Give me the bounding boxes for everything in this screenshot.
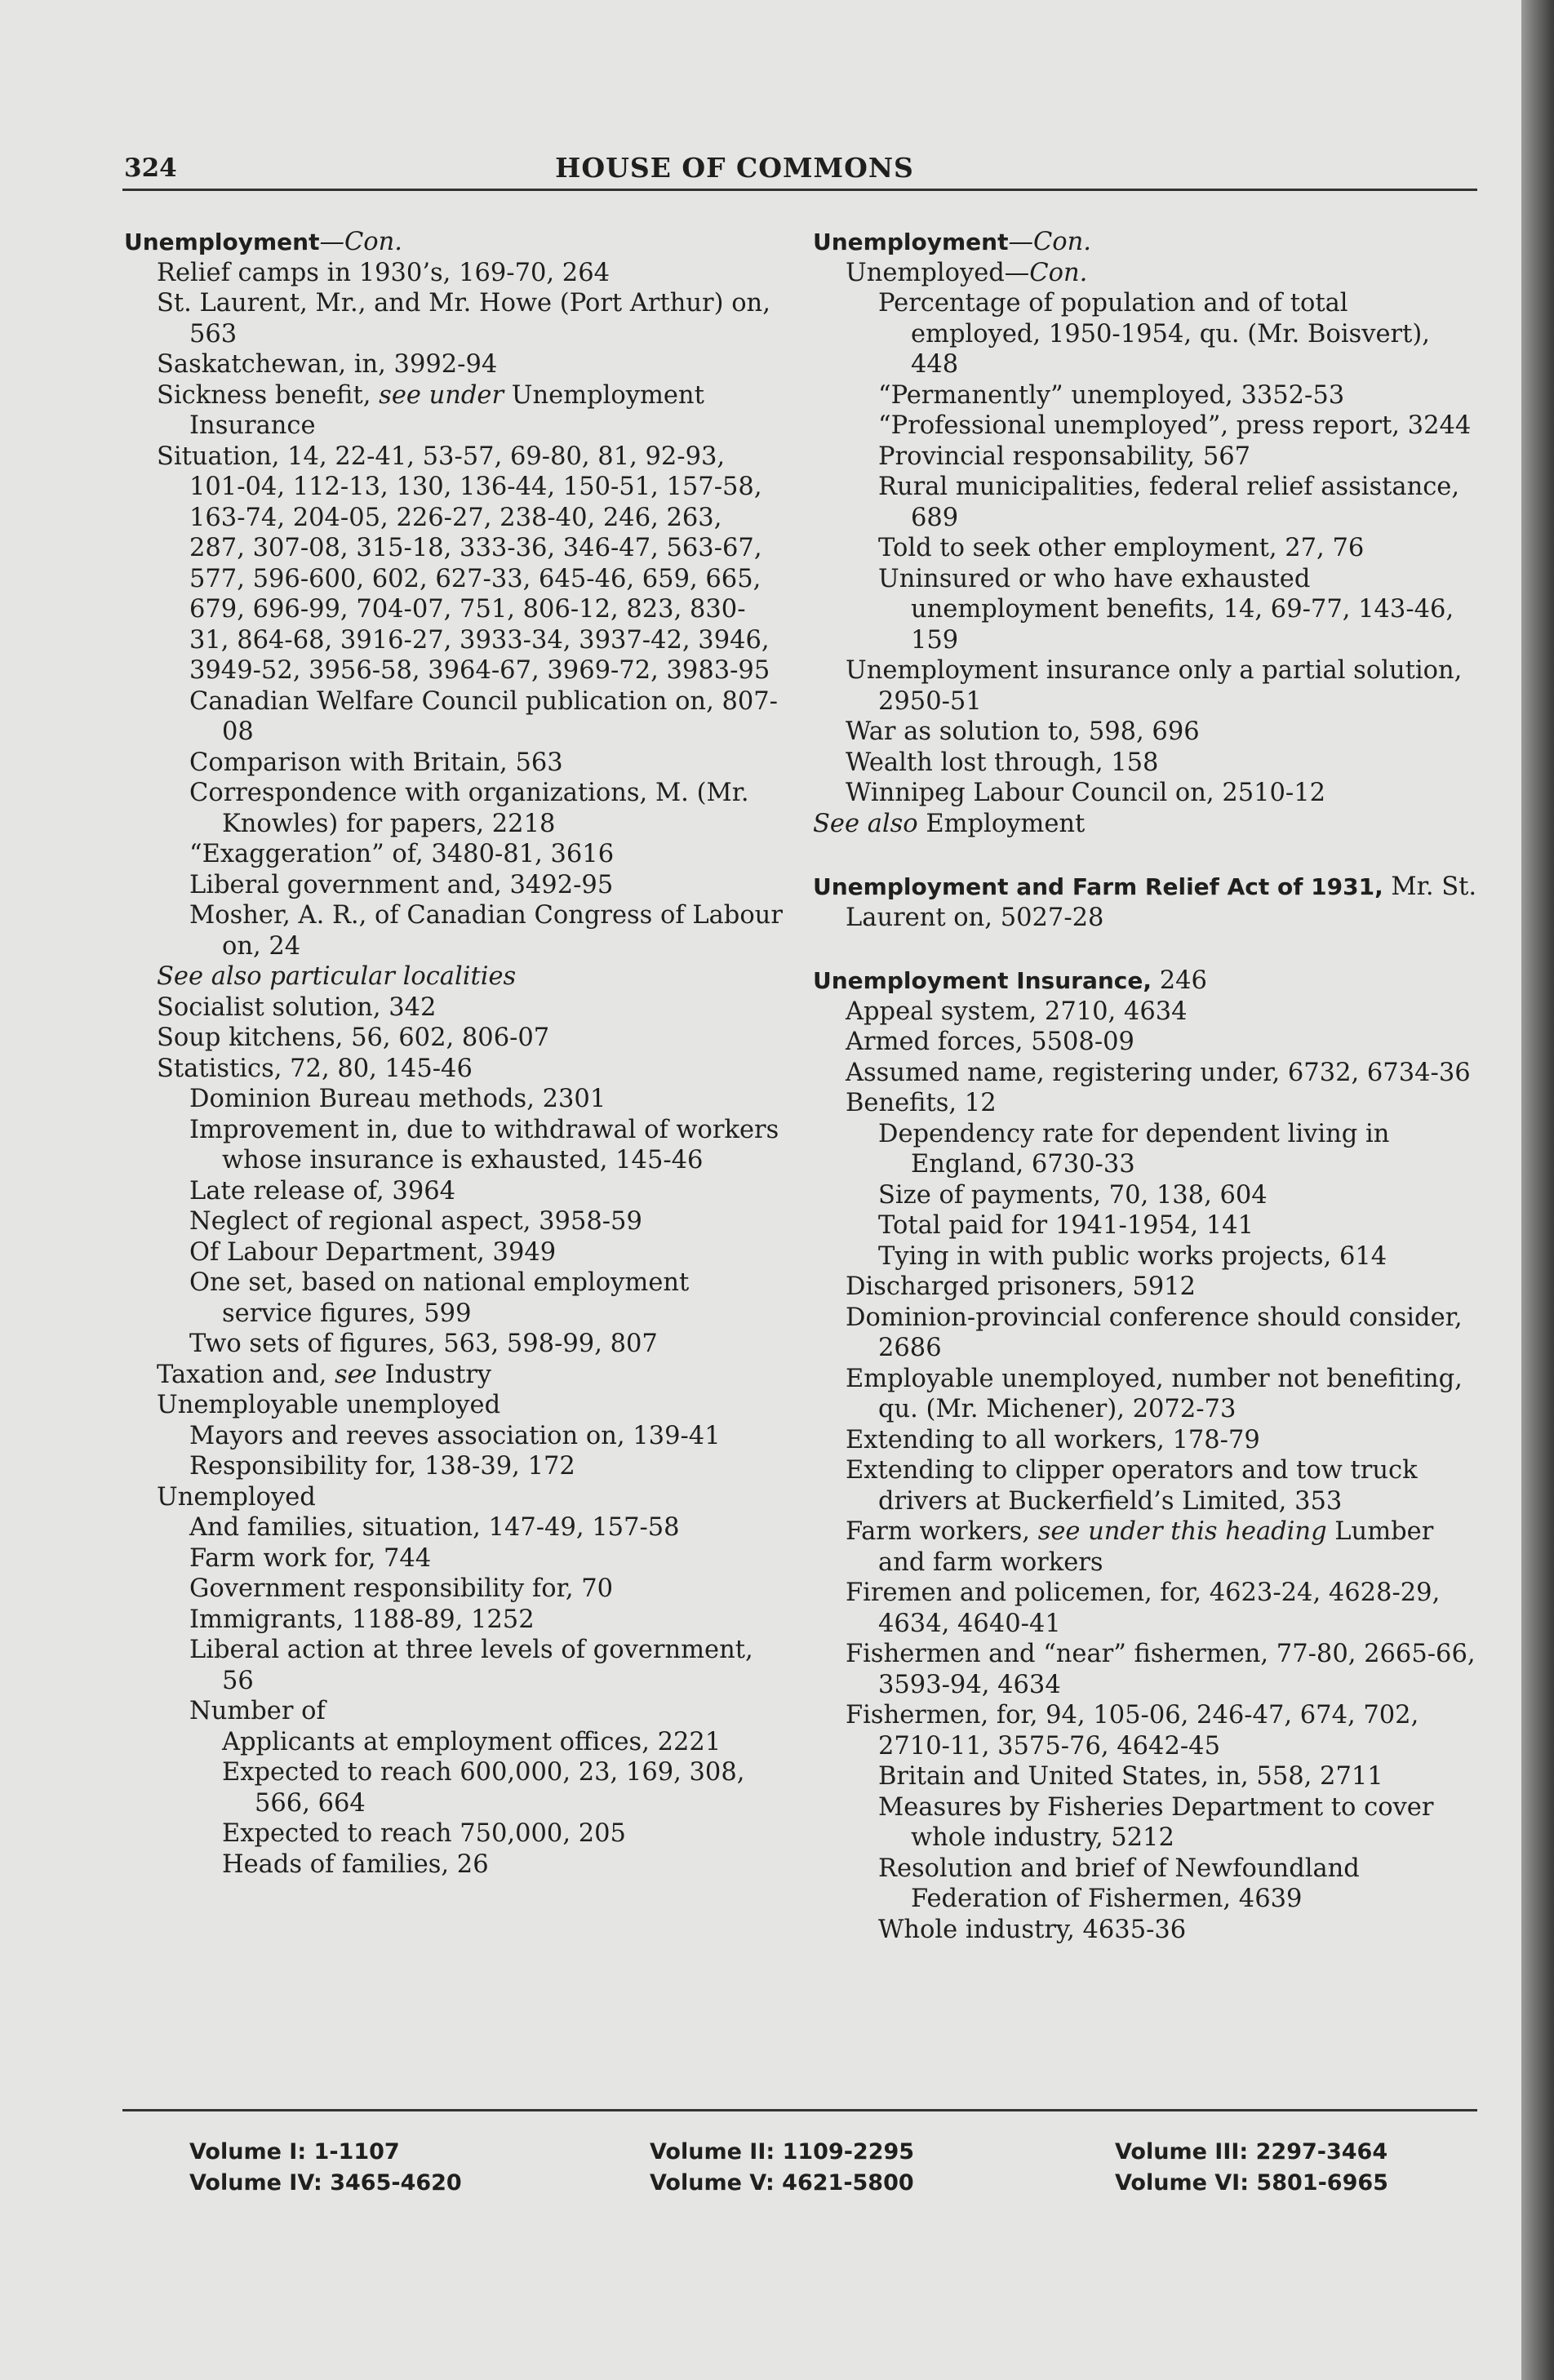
entry-text: Sickness benefit, [157,380,380,410]
entry-text: Unemployment [813,229,1009,255]
index-heading [124,227,784,258]
footer-volume: Volume V: 4621-5800 [650,2170,914,2196]
entry-text: Unemployment Insurance [189,380,704,440]
index-heading [813,966,1482,997]
entry-text: Dependency rate for dependent living in England, 6730-33 [878,1119,1390,1179]
entry-text: Measures by Fisheries Department to cover whole industry, 5212 [878,1792,1434,1852]
index-entry [878,564,1482,656]
index-entry [189,1696,784,1727]
entry-text: Total paid for 1941-1954, 141 [878,1211,1254,1240]
index-entry [878,472,1482,533]
entry-text: See also [813,809,918,838]
entry-text: And families, situation, 147-49, 157-58 [189,1513,680,1542]
index-entry [189,1574,784,1605]
footer-volumes-1 [189,2137,462,2199]
entry-text: Employment [917,809,1086,838]
entry-text: Resolution and brief of Newfoundland Federation of Fishermen, 4639 [878,1854,1360,1913]
entry-text: Dominion-provincial conference should consider, 2686 [846,1303,1463,1362]
entry-text: Wealth lost through, 158 [846,748,1159,777]
footer-volume: Volume IV: 3465-4620 [189,2170,462,2196]
index-entry [222,1727,784,1758]
page-edge-shadow [1521,0,1554,2380]
index-entry [878,1241,1482,1272]
index-entry [157,1390,784,1421]
entry-text: Whole industry, 4635-36 [878,1915,1187,1944]
index-entry [189,1084,784,1115]
entry-text: Relief camps in 1930’s, 169-70, 264 [157,258,610,287]
footer-volumes-2 [650,2137,914,2199]
entry-text: Britain and United States, in, 558, 2711 [878,1762,1383,1791]
index-entry [846,1455,1482,1516]
index-entry [157,1054,784,1085]
entry-text: Mr. St. Laurent on, 5027-28 [846,873,1477,932]
index-entry [189,1451,784,1482]
entry-text: Heads of families, 26 [222,1849,489,1879]
footer-rule [122,2109,1477,2111]
index-entry [222,1757,784,1818]
index-entry [157,258,784,289]
entry-text: Appeal system, 2710, 4634 [846,997,1188,1026]
index-entry [846,1088,1482,1119]
index-entry [222,1849,784,1880]
header-rule [122,189,1477,191]
index-entry [189,1605,784,1636]
index-column-right [813,227,1482,1945]
index-entry [878,533,1482,564]
index-entry [846,1639,1482,1700]
entry-text: Unemployed— [846,258,1030,287]
index-entry [878,1761,1482,1792]
index-entry [189,778,784,839]
index-entry [878,442,1482,473]
index-entry [157,380,784,442]
entry-text: Mosher, A. R., of Canadian Congress of Labour on, 24 [189,901,783,961]
entry-text: Assumed name, registering under, 6732, 6734-36 [846,1058,1471,1087]
index-entry [846,655,1482,717]
entry-text: Unemployment insurance only a partial solution, 2950-51 [846,656,1463,716]
entry-text: Discharged prisoners, 5912 [846,1272,1196,1301]
entry-text: Responsibility for, 138-39, 172 [189,1452,575,1481]
index-entry [846,1364,1482,1425]
entry-text: Percentage of population and of total employed, 1950-1954, qu. (Mr. Boisvert), 448 [878,289,1430,379]
index-entry [878,411,1482,442]
index-entry [846,778,1482,809]
index-entry [189,1635,784,1696]
index-entry [846,1027,1482,1058]
entry-text: Fishermen, for, 94, 105-06, 246-47, 674, 702, 2710-11, 3575-76, 4642-45 [846,1701,1419,1761]
index-entry [189,1329,784,1360]
entry-text: Immigrants, 1188-89, 1252 [189,1605,535,1634]
entry-text: Liberal government and, 3492-95 [189,870,614,899]
entry-text: Situation, 14, 22-41, 53-57, 69-80, 81, 92-93, 101-04, 112-13, 130, 136-44, 150-51, 157-58, 163-74, 204-05, 226-27, 238-40, 246, 263, 287, 307-08, 315-18, 333-36, 346-47, 563-67, 577, 596-600, 602, 627-33, 645-46, 659, 665, 679, 696-99, 704-07, 751, 806-12, 823, 830-31, 864-68, 3916-27, 3933-34, 3937-42, 3946, 3949-52, 3956-58, 3964-67, 3969-72, 3983-95 [157,442,770,685]
entry-text: Unemployment [124,229,320,255]
page-number: 324 [124,153,177,183]
entry-text: Employable unemployed, number not benefiting, qu. (Mr. Michener), 2072-73 [846,1364,1463,1423]
entry-text: Taxation and, [157,1360,335,1389]
entry-text: Dominion Bureau methods, 2301 [189,1085,606,1113]
entry-text: Fishermen and “near” fishermen, 77-80, 2665-66, 3593-94, 4634 [846,1640,1476,1699]
index-entry [878,1854,1482,1915]
index-entry [878,1180,1482,1211]
entry-text: One set, based on national employment service figures, 599 [189,1268,690,1328]
index-entry [189,1421,784,1452]
index-entry [878,1119,1482,1180]
entry-text: Farm workers, [846,1517,1038,1546]
entry-text: Government responsibility for, 70 [189,1574,614,1603]
entry-text: Expected to reach 600,000, 23, 169, 308, 566, 664 [222,1758,745,1818]
footer-volumes-3 [1115,2137,1388,2199]
index-entry [846,997,1482,1028]
index-entry [878,1915,1482,1946]
entry-text: St. Laurent, Mr., and Mr. Howe (Port Arthur) on, 563 [157,289,770,349]
index-entry [846,1272,1482,1303]
entry-text: Of Labour Department, 3949 [189,1237,557,1267]
entry-text: Number of [189,1697,326,1725]
entry-text: Canadian Welfare Council publication on, 807-08 [189,686,778,746]
index-entry [157,288,784,349]
entry-text: Firemen and policemen, for, 4623-24, 4628-29, 4634, 4640-41 [846,1579,1441,1638]
index-heading [813,872,1482,933]
entry-text: Industry [376,1360,492,1389]
index-entry [157,349,784,380]
entry-text: see under [379,380,504,410]
index-entry [189,1206,784,1237]
index-entry [157,1360,784,1391]
entry-text: Farm work for, 744 [189,1543,432,1573]
index-entry [189,1268,784,1329]
entry-text: Late release of, 3964 [189,1176,456,1206]
entry-text: Improvement in, due to withdrawal of workers whose insurance is exhausted, 145-46 [189,1115,779,1174]
entry-text: Soup kitchens, 56, 602, 806-07 [157,1023,550,1052]
index-entry [846,1058,1482,1089]
entry-text: Tying in with public works projects, 614 [878,1241,1388,1271]
entry-text: Comparison with Britain, 563 [189,748,563,777]
entry-text: Extending to all workers, 178-79 [846,1425,1260,1454]
index-entry [189,839,784,870]
index-entry [189,1512,784,1543]
index-entry [157,992,784,1023]
entry-text: Size of payments, 70, 138, 604 [878,1180,1268,1210]
index-entry [189,1115,784,1176]
index-entry [846,258,1482,289]
entry-text: Liberal action at three levels of government, 56 [189,1636,753,1695]
entry-text: Unemployed [157,1482,316,1512]
index-entry [846,1700,1482,1761]
index-heading [813,227,1482,258]
entry-text: “Exaggeration” of, 3480-81, 3616 [189,840,615,868]
entry-text: Saskatchewan, in, 3992-94 [157,350,498,379]
index-entry [846,1578,1482,1639]
index-entry [846,1425,1482,1456]
index-entry [157,961,784,992]
index-entry [878,288,1482,380]
index-entry [846,748,1482,779]
index-entry [878,1210,1482,1241]
entry-text: Mayors and reeves association on, 139-41 [189,1421,721,1450]
index-entry [189,1543,784,1574]
entry-text: Neglect of regional aspect, 3958-59 [189,1207,642,1236]
footer-volume: Volume VI: 5801-6965 [1115,2170,1388,2196]
entry-text: Rural municipalities, federal relief assistance, 689 [878,473,1460,532]
entry-text: see under this heading [1037,1517,1327,1546]
entry-text: Two sets of figures, 563, 598-99, 807 [189,1330,658,1358]
index-entry [878,380,1482,411]
entry-text: Provincial responsability, 567 [878,442,1251,471]
index-entry [222,1818,784,1849]
index-column-left [124,227,784,1880]
entry-text: War as solution to, 598, 696 [846,717,1200,746]
entry-text: Told to seek other employment, 27, 76 [878,534,1365,562]
footer-volume: Volume I: 1-1107 [189,2139,400,2165]
entry-text: Winnipeg Labour Council on, 2510-12 [846,779,1326,807]
entry-text: Unemployment and Farm Relief Act of 1931, [813,873,1383,900]
index-entry [189,1176,784,1207]
entry-text: Benefits, 12 [846,1089,997,1117]
entry-text: Armed forces, 5508-09 [846,1028,1134,1056]
index-entry [846,1516,1482,1578]
entry-text: Uninsured or who have exhausted unemployment benefits, 14, 69-77, 143-46, 159 [878,564,1454,655]
entry-text: “Professional unemployed”, press report, 3244 [878,411,1472,440]
index-entry [189,748,784,779]
index-entry [189,900,784,961]
entry-text: “Permanently” unemployed, 3352-53 [878,380,1345,410]
entry-text: —Con. [319,228,402,256]
index-entry [878,1792,1482,1854]
entry-text: Expected to reach 750,000, 205 [222,1819,626,1848]
entry-text: Statistics, 72, 80, 145-46 [157,1054,473,1083]
entry-text: Con. [1029,258,1088,287]
index-entry [157,1023,784,1054]
entry-text: See also particular localities [157,962,517,991]
index-entry [157,1482,784,1513]
entry-text: see [335,1360,377,1389]
running-head: HOUSE OF COMMONS [555,152,914,184]
entry-text: Applicants at employment offices, 2221 [222,1727,722,1756]
entry-text: —Con. [1008,228,1091,256]
entry-text: Socialist solution, 342 [157,992,437,1022]
index-entry [189,1237,784,1268]
footer-volume: Volume II: 1109-2295 [650,2139,915,2165]
index-heading [813,809,1482,840]
index-entry [189,870,784,901]
entry-text: 246 [1152,966,1207,995]
entry-text: Correspondence with organizations, M. (Mr. Knowles) for papers, 2218 [189,779,749,838]
index-entry [846,1303,1482,1364]
footer-volume: Volume III: 2297-3464 [1115,2139,1388,2165]
index-entry [189,686,784,748]
entry-text: Extending to clipper operators and tow truck drivers at Buckerfield’s Limited, 353 [846,1456,1418,1516]
index-entry [846,717,1482,748]
entry-text: Unemployment Insurance, [813,967,1152,994]
entry-text: Lumber and farm workers [878,1517,1434,1577]
index-entry [157,442,784,686]
entry-text: Unemployable unemployed [157,1391,501,1419]
